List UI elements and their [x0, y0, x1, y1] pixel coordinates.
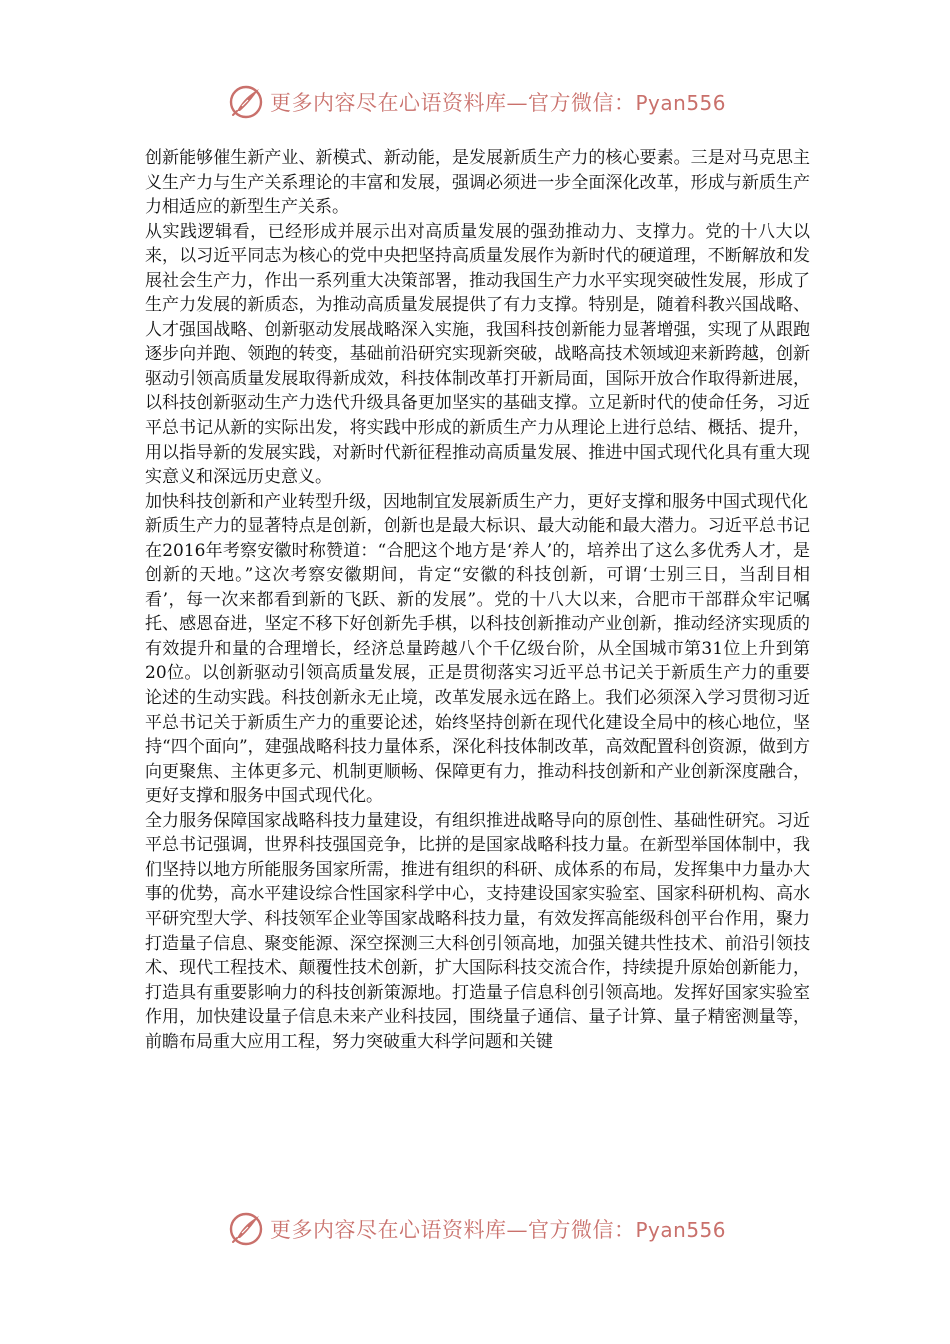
header-banner-text: [270, 87, 726, 117]
footer-banner-wechat-id: Pyan556: [635, 1218, 727, 1242]
paragraph: 从实践逻辑看，已经形成并展示出对高质量发展的强劲推动力、支撑力。党的十八大以来，以习近平同志为核心的党中央把坚持高质量发展作为新时代的硬道理，不断解放和发展社会生产力，作出一系列重大决策部署，推动我国生产力水平实现突破性发展，形成了生产力发展的新质态，为推动高质量发展提供了有力支撑。特别是，随着科教兴国战略、人才强国战略、创新驱动发展战略深入实施，我国科技创新能力显著增强，实现了从跟跑逐步向并跑、领跑的转变，基础前沿研究实现新突破，战略高技术领域迎来新跨越，创新驱动引领高质量发展取得新成效，科技体制改革打开新局面，国际开放合作取得新进展，以科技创新驱动生产力迭代升级具备更加坚实的基础支撑。立足新时代的使命任务，习近平总书记从新的实际出发，将实践中形成的新质生产力从理论上进行总结、概括、提升，用以指导新的发展实践，对新时代新征程推动高质量发展、推进中国式现代化具有重大现实意义和深远历史意义。: [145, 221, 810, 488]
paragraph: 新质生产力的显著特点是创新，创新也是最大标识、最大动能和最大潜力。习近平总书记在2016年考察安徽时称赞道：“合肥这个地方是‘养人’的，培养出了这么多优秀人才，是创新的天地。”这次考察安徽期间，肯定“安徽的科技创新，可谓‘士别三日，当刮目相看’，每一次来都看到新的飞跃、新的发展”。党的十八大以来，合肥市干部群众牢记嘱托、感恩奋进，坚定不移下好创新先手棋，以科技创新推动产业创新，推动经济实现质的有效提升和量的合理增长，经济总量跨越八个千亿级台阶，从全国城市第31位上升到第20位。以创新驱动引领高质量发展，正是贯彻落实习近平总书记关于新质生产力的重要论述的生动实践。科技创新永无止境，改革发展永远在路上。我们必须深入学习贯彻习近平总书记关于新质生产力的重要论述，始终坚持创新在现代化建设全局中的核心地位，坚持“四个面向”，建强战略科技力量体系，深化科技体制改革，高效配置科创资源，做到方向更聚焦、主体更多元、机制更顺畅、保障更有力，推动科技创新和产业创新深度融合，更好支撑和服务中国式现代化。: [145, 516, 810, 807]
footer-banner-label: 更多内容尽在心语资料库—官方微信：: [270, 1218, 636, 1242]
header-banner-wechat-id: Pyan556: [635, 91, 727, 115]
quill-logo-icon: [228, 1211, 264, 1247]
header-banner-label: 更多内容尽在心语资料库—官方微信：: [270, 91, 636, 115]
article-body: [145, 146, 810, 1054]
footer-banner: [228, 1209, 726, 1249]
section-heading: 加快科技创新和产业转型升级，因地制宜发展新质生产力，更好支撑和服务中国式现代化: [145, 491, 808, 512]
quill-logo-icon: [228, 84, 264, 120]
header-banner: [228, 82, 726, 122]
footer-banner-text: [270, 1214, 726, 1244]
paragraph: 创新能够催生新产业、新模式、新动能，是发展新质生产力的核心要素。三是对马克思主义生产力与生产关系理论的丰富和发展，强调必须进一步全面深化改革，形成与新质生产力相适应的新型生产关系。: [145, 148, 810, 218]
paragraph: 全力服务保障国家战略科技力量建设，有组织推进战略导向的原创性、基础性研究。习近平总书记强调，世界科技强国竞争，比拼的是国家战略科技力量。在新型举国体制中，我们坚持以地方所能服务国家所需，推进有组织的科研、成体系的布局，发挥集中力量办大事的优势，高水平建设综合性国家科学中心，支持建设国家实验室、国家科研机构、高水平研究型大学、科技领军企业等国家战略科技力量，有效发挥高能级科创平台作用，聚力打造量子信息、聚变能源、深空探测三大科创引领高地，加强关键共性技术、前沿引领技术、现代工程技术、颠覆性技术创新，扩大国际科技交流合作，持续提升原始创新能力，打造具有重要影响力的科技创新策源地。打造量子信息科创引领高地。发挥好国家实验室作用，加快建设量子信息未来产业科技园，围绕量子通信、量子计算、量子精密测量等，前瞻布局重大应用工程，努力突破重大科学问题和关键: [145, 810, 810, 1052]
